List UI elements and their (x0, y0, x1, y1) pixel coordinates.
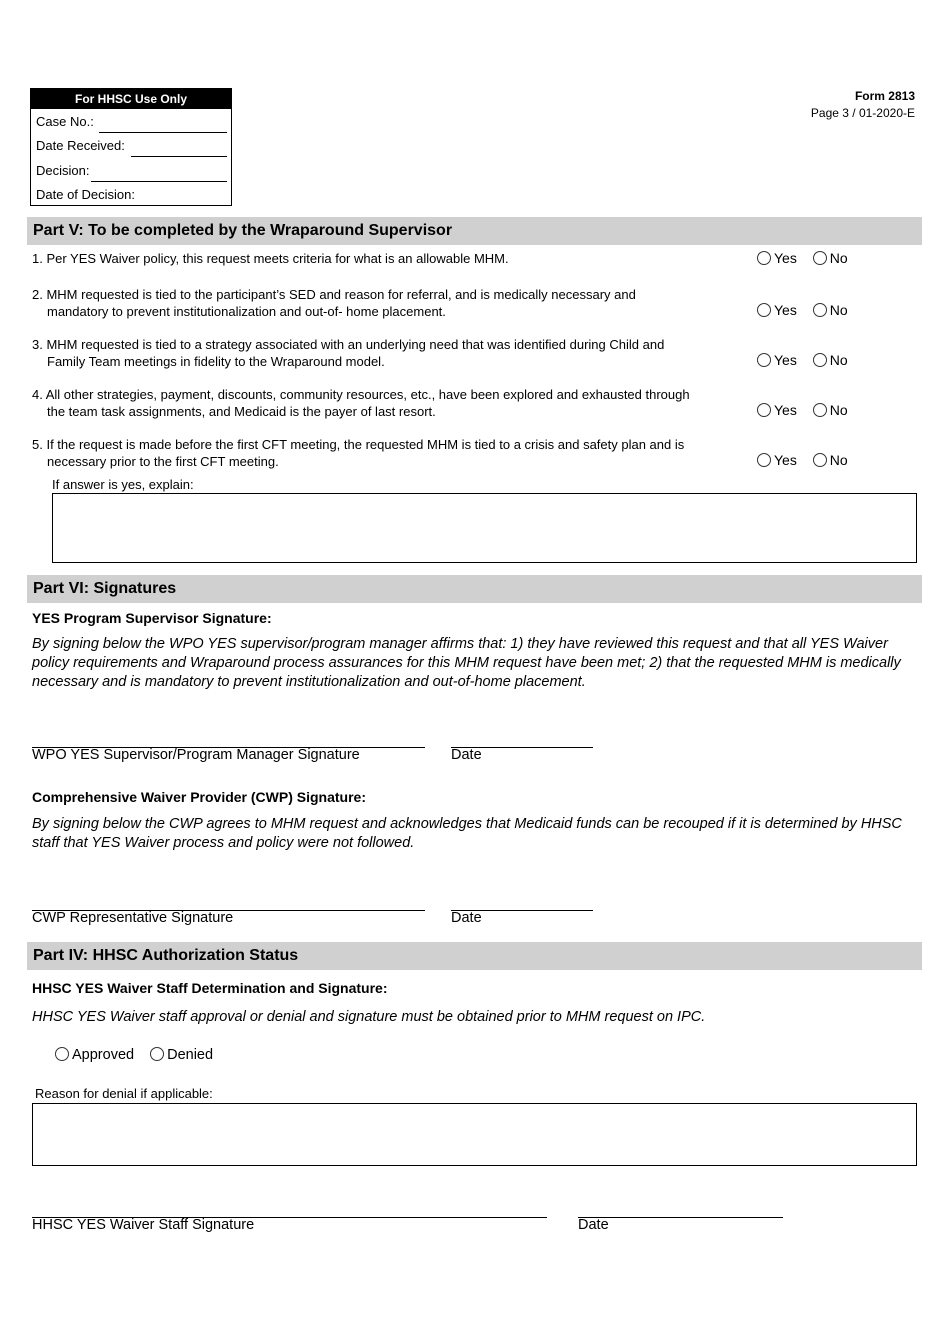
question-4-text-cont: the team task assignments, and Medicaid is the payer of last resort. (47, 404, 436, 419)
question-5-options (757, 452, 848, 468)
staff-signature-label: HHSC YES Waiver Staff Signature (32, 1217, 255, 1233)
radio-icon (757, 453, 771, 467)
question-2 (32, 286, 752, 320)
question-4-yes[interactable]: Yes (757, 402, 797, 418)
question-5-yes[interactable]: Yes (757, 452, 797, 468)
question-3-text: 3. MHM requested is tied to a strategy associated with an underlying need that was identified during Child and (32, 337, 665, 352)
question-5-no[interactable]: No (813, 452, 848, 468)
radio-icon (757, 353, 771, 367)
question-4-no[interactable]: No (813, 402, 848, 418)
hhsc-use-only-box (30, 88, 232, 206)
question-2-no[interactable]: No (813, 302, 848, 318)
question-5-text-cont: necessary prior to the first CFT meeting. (47, 454, 279, 469)
radio-icon (813, 303, 827, 317)
form-number: Form 2813 (854, 89, 915, 103)
radio-icon (813, 453, 827, 467)
question-2-options (757, 302, 848, 318)
cwp-date-label: Date (451, 910, 482, 926)
approved-option[interactable]: Approved (55, 1047, 134, 1063)
cwp-signature-label: CWP Representative Signature (32, 910, 234, 926)
decision-options (55, 1047, 213, 1063)
radio-icon (757, 403, 771, 417)
question-5 (32, 436, 752, 470)
denied-option[interactable]: Denied (150, 1047, 213, 1063)
cwp-text: By signing below the CWP agrees to MHM request and acknowledges that Medicaid funds can be recouped if it is determined by HHSC staff that YES Waiver process and policy were not followed. (32, 816, 902, 851)
decision-label: Decision: (36, 163, 90, 178)
date-of-decision-label: Date of Decision: (36, 187, 135, 202)
radio-icon (150, 1047, 164, 1061)
radio-icon (757, 251, 771, 265)
date-received-field[interactable] (131, 156, 227, 157)
yes-supervisor-text: By signing below the WPO YES supervisor/program manager affirms that: 1) they have reviewed this request and that all YES Waiver policy requirements and Wraparound process assurances for this MHM request have been met; 2) that the requested MHM is medically necessary and is mandatory to prevent institutionalization and out-of-home placement. (32, 636, 901, 690)
staff-date-label: Date (578, 1217, 609, 1233)
question-4-text: 4. All other strategies, payment, discounts, community resources, etc., have been explored and exhausted through (32, 387, 690, 402)
radio-icon (813, 251, 827, 265)
question-4-options (757, 402, 848, 418)
reason-textarea[interactable] (32, 1103, 917, 1166)
question-2-text-cont: mandatory to prevent institutionalization and out-of- home placement. (47, 304, 446, 319)
cwp-heading: Comprehensive Waiver Provider (CWP) Signature: (32, 789, 366, 805)
part-vi-header: Part VI: Signatures (27, 575, 922, 603)
decision-field[interactable] (91, 181, 227, 182)
question-1 (32, 250, 752, 267)
hhsc-use-only-title: For HHSC Use Only (31, 89, 231, 109)
question-3 (32, 336, 752, 370)
reason-label: Reason for denial if applicable: (35, 1086, 213, 1101)
date-received-label: Date Received: (36, 138, 125, 153)
hhsc-determination-heading: HHSC YES Waiver Staff Determination and Signature: (32, 980, 388, 996)
question-4 (32, 386, 752, 420)
part-iv-header: Part IV: HHSC Authorization Status (27, 942, 922, 970)
wpo-date-label: Date (451, 747, 482, 763)
question-1-text: 1. Per YES Waiver policy, this request meets criteria for what is an allowable MHM. (32, 251, 509, 266)
radio-icon (813, 403, 827, 417)
page-number: Page 3 / 01-2020-E (810, 106, 915, 120)
part-v-header: Part V: To be completed by the Wraparound Supervisor (27, 217, 922, 245)
question-1-options (757, 250, 848, 266)
radio-icon (55, 1047, 69, 1061)
question-3-yes[interactable]: Yes (757, 352, 797, 368)
question-2-yes[interactable]: Yes (757, 302, 797, 318)
case-no-label: Case No.: (36, 114, 94, 129)
question-3-text-cont: Family Team meetings in fidelity to the Wraparound model. (47, 354, 385, 369)
question-1-yes[interactable]: Yes (757, 250, 797, 266)
explain-textarea[interactable] (52, 493, 917, 563)
explain-label: If answer is yes, explain: (52, 477, 194, 492)
question-5-text: 5. If the request is made before the first CFT meeting, the requested MHM is tied to a crisis and safety plan and is (32, 437, 685, 452)
question-3-options (757, 352, 848, 368)
radio-icon (757, 303, 771, 317)
staff-date-line[interactable] (578, 1217, 783, 1218)
question-2-text: 2. MHM requested is tied to the participant’s SED and reason for referral, and is medically necessary and (32, 287, 636, 302)
radio-icon (813, 353, 827, 367)
case-no-field[interactable] (99, 132, 227, 133)
question-1-no[interactable]: No (813, 250, 848, 266)
yes-supervisor-heading: YES Program Supervisor Signature: (32, 610, 272, 626)
question-3-no[interactable]: No (813, 352, 848, 368)
hhsc-determination-text: HHSC YES Waiver staff approval or denial and signature must be obtained prior to MHM request on IPC. (32, 1009, 706, 1025)
wpo-signature-label: WPO YES Supervisor/Program Manager Signature (32, 747, 360, 763)
